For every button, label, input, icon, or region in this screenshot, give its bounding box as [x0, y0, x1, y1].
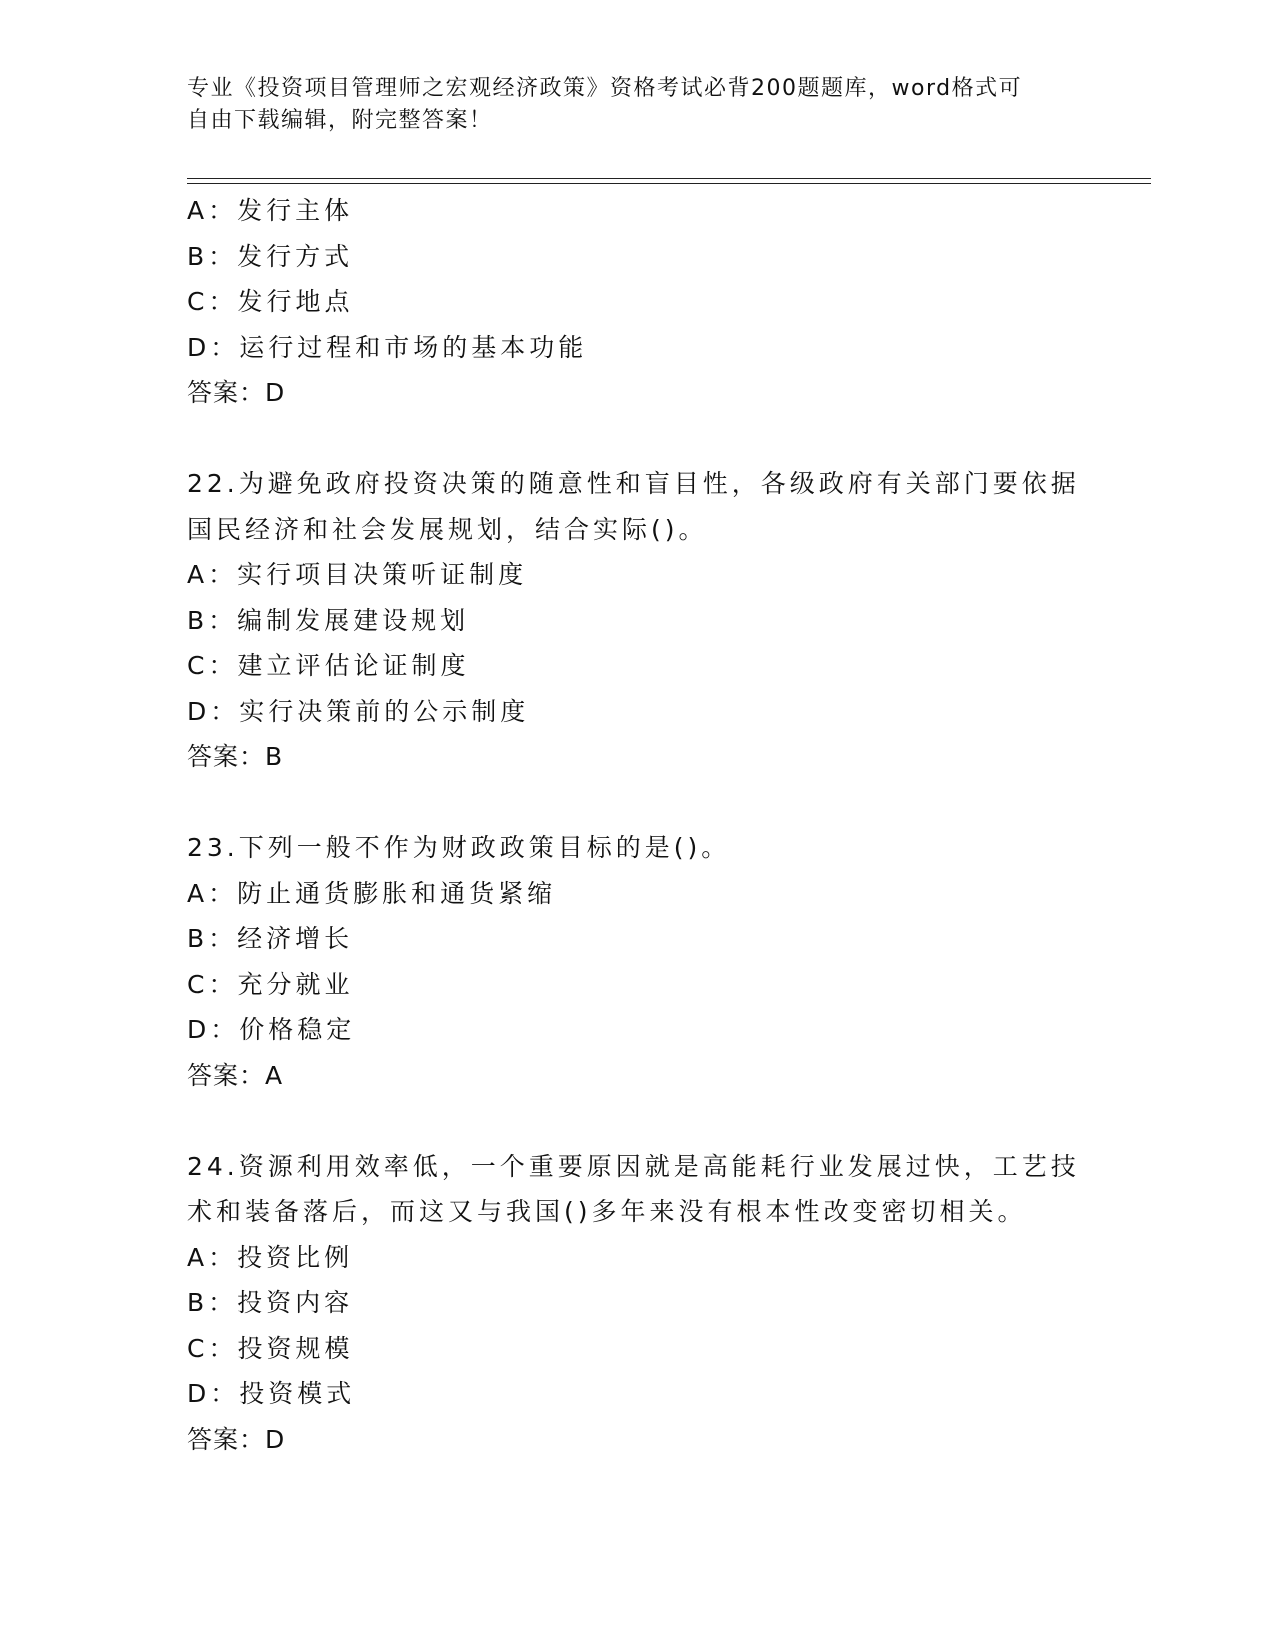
option-d: D：运行过程和市场的基本功能: [187, 332, 588, 362]
spacer: [187, 416, 1087, 462]
question-22: [187, 461, 1087, 780]
option-d: D：价格稳定: [187, 1015, 356, 1044]
spacer: [187, 1098, 1087, 1144]
header-divider-bottom: [187, 183, 1151, 184]
question-stem-line-2: 国民经济和社会发展规划，结合实际()。: [187, 514, 708, 544]
answer: 答案：D: [187, 1424, 286, 1454]
question-list: [187, 188, 1087, 1462]
option-b: B：发行方式: [187, 241, 354, 271]
option-b: B：投资内容: [187, 1288, 354, 1317]
question-stem-line-1: 22.为避免政府投资决策的随意性和盲目性，各级政府有关部门要依据: [187, 469, 1080, 498]
spacer: [187, 780, 1087, 826]
option-c: C：投资规模: [187, 1333, 354, 1363]
answer: 答案：A: [187, 1060, 284, 1090]
answer: 答案：B: [187, 742, 284, 771]
option-b: B：编制发展建设规划: [187, 605, 470, 635]
option-a: A：实行项目决策听证制度: [187, 560, 528, 589]
document-header: [187, 73, 1067, 137]
option-a: A：投资比例: [187, 1242, 354, 1272]
header-line-1: 专业《投资项目管理师之宏观经济政策》资格考试必背200题题库，word格式可: [187, 76, 1023, 101]
option-c: C：发行地点: [187, 287, 354, 316]
question-stem-line-1: 24.资源利用效率低，一个重要原因就是高能耗行业发展过快，工艺技: [187, 1151, 1080, 1181]
question-24: [187, 1144, 1087, 1463]
option-a: A：防止通货膨胀和通货紧缩: [187, 878, 557, 908]
question-23: [187, 825, 1087, 1098]
option-d: D：实行决策前的公示制度: [187, 696, 530, 726]
option-d: D：投资模式: [187, 1379, 356, 1408]
header-line-2: 自由下载编辑，附完整答案！: [187, 108, 493, 133]
option-a: A：发行主体: [187, 196, 354, 225]
option-c: C：建立评估论证制度: [187, 651, 470, 680]
answer: 答案：D: [187, 378, 286, 407]
header-divider-top: [187, 178, 1151, 179]
option-c: C：充分就业: [187, 969, 354, 999]
question-stem-line-1: 23.下列一般不作为财政政策目标的是()。: [187, 833, 731, 862]
question-21: [187, 188, 1087, 416]
question-stem-line-2: 术和装备落后，而这又与我国()多年来没有根本性改变密切相关。: [187, 1197, 1027, 1226]
option-b: B：经济增长: [187, 924, 354, 953]
